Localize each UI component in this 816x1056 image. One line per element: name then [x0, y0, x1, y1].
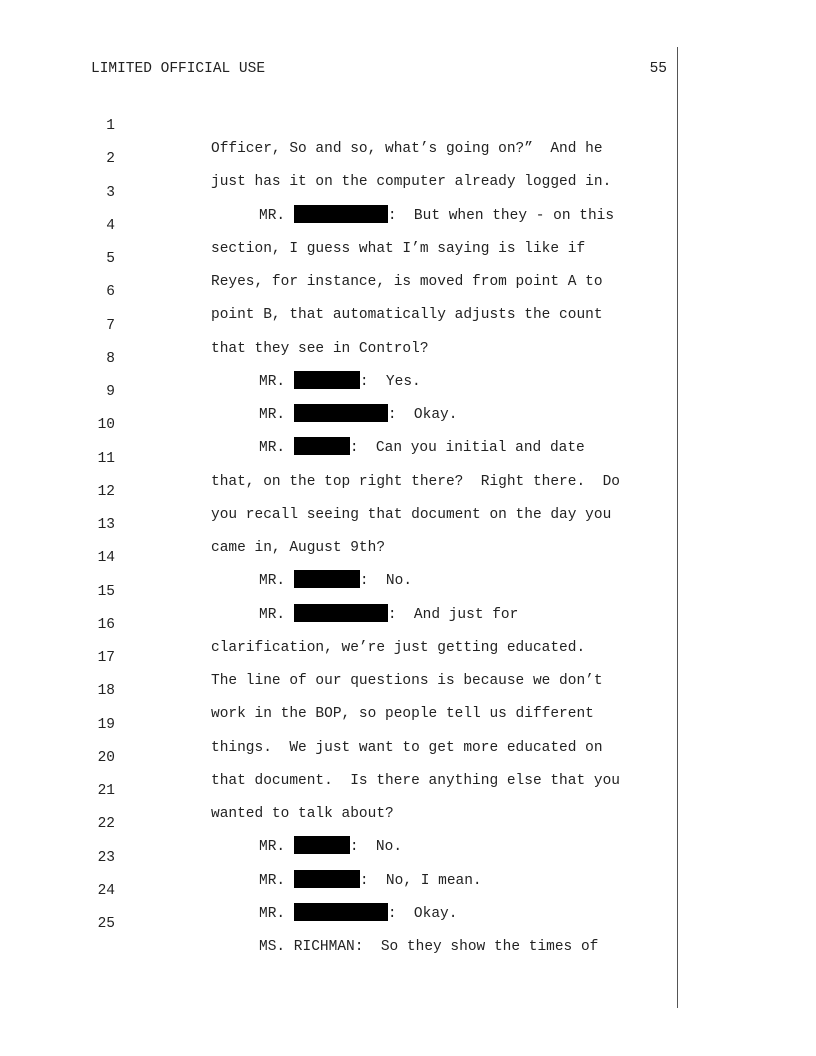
line-number: 7 — [106, 317, 115, 334]
transcript-line — [0, 691, 676, 756]
line-number: 15 — [97, 583, 115, 600]
line-number: 10 — [97, 417, 115, 434]
line-text: came in, August 9th? — [211, 540, 386, 556]
line-number: 16 — [97, 616, 115, 633]
line-text: that, on the top right there? Right there. Do — [211, 473, 620, 490]
transcript-line — [0, 790, 676, 856]
transcript-line — [0, 657, 676, 723]
transcript-line — [0, 857, 676, 922]
transcript-line — [0, 558, 676, 623]
transcript-line — [0, 824, 676, 889]
line-number: 25 — [97, 916, 115, 932]
speaker-title: MR. — [259, 407, 286, 423]
transcript-line — [0, 225, 676, 290]
line-number: 12 — [97, 483, 115, 500]
line-number: 11 — [97, 450, 115, 467]
line-text: point B, that automatically adjusts the count — [211, 307, 603, 324]
margin-rule — [677, 47, 678, 1008]
transcript-line — [0, 425, 676, 490]
transcript-line — [0, 192, 676, 257]
line-number: 9 — [106, 384, 115, 400]
transcript-line — [0, 524, 676, 590]
line-number: 13 — [97, 517, 115, 533]
transcript-line — [0, 458, 676, 523]
transcript-line — [0, 159, 676, 224]
transcript-line — [0, 491, 676, 556]
line-text: The line of our questions is because we don’t — [211, 673, 603, 689]
transcript-line — [0, 292, 676, 357]
line-number: 20 — [97, 749, 115, 766]
line-number: 2 — [106, 151, 115, 168]
speaker-title: MR. — [259, 440, 286, 457]
transcript-line — [0, 391, 676, 457]
line-text: : No. — [359, 573, 413, 590]
line-text: : No, I mean. — [359, 872, 482, 889]
line-text: work in the BOP, so people tell us different — [211, 706, 594, 723]
line-text: Officer, So and so, what’s going on?” And he — [211, 141, 603, 157]
line-number: 24 — [97, 882, 115, 899]
line-text: : And just for — [387, 606, 519, 623]
line-text: : Okay. — [387, 905, 458, 922]
line-number: 19 — [97, 716, 115, 733]
line-text: MS. RICHMAN: So they show the times of — [259, 939, 599, 955]
line-text: : Can you initial and date — [349, 440, 585, 457]
line-number: 22 — [97, 816, 115, 833]
line-number: 18 — [97, 683, 115, 700]
line-number: 1 — [106, 118, 115, 134]
line-number: 8 — [106, 350, 115, 367]
transcript-line — [0, 890, 676, 955]
page-number: 55 — [649, 61, 667, 77]
transcript-line — [0, 624, 676, 689]
line-text: you recall seeing that document on the day you — [211, 506, 612, 523]
speaker-title: MR. — [259, 373, 286, 390]
line-text: Reyes, for instance, is moved from point A to — [211, 274, 603, 290]
line-number: 6 — [106, 284, 115, 301]
speaker-title: MR. — [259, 839, 286, 856]
transcript-line — [0, 92, 676, 157]
line-text: : Yes. — [359, 373, 421, 390]
line-text: clarification, we’re just getting educated. — [211, 639, 586, 656]
transcript-line — [0, 724, 676, 789]
line-number: 23 — [97, 849, 115, 866]
transcript-line — [0, 125, 676, 191]
line-number: 17 — [97, 650, 115, 666]
speaker-title: MR. — [259, 573, 286, 590]
line-text: wanted to talk about? — [211, 806, 394, 822]
transcript-line — [0, 258, 676, 324]
line-number: 14 — [97, 550, 115, 567]
speaker-title: MR. — [259, 905, 286, 922]
speaker-title: MR. — [259, 207, 286, 224]
transcript-line — [0, 757, 676, 822]
line-number: 5 — [106, 251, 115, 267]
line-number: 4 — [106, 217, 115, 234]
line-number: 21 — [97, 783, 115, 799]
speaker-title: MR. — [259, 606, 286, 623]
line-text: that they see in Control? — [211, 340, 429, 357]
line-text: just has it on the computer already logged in. — [211, 174, 612, 191]
header-classification: LIMITED OFFICIAL USE — [91, 61, 266, 77]
line-number: 3 — [106, 184, 115, 201]
line-text: things. We just want to get more educated on — [211, 739, 603, 756]
transcript-lines — [0, 92, 676, 955]
transcript-line — [0, 591, 676, 656]
speaker-title: MR. — [259, 872, 286, 889]
transcript-line — [0, 358, 676, 423]
line-text: section, I guess what I’m saying is like if — [211, 240, 586, 257]
line-text: : But when they - on this — [387, 207, 615, 224]
line-text: : No. — [349, 839, 403, 856]
line-text: that document. Is there anything else that you — [211, 772, 620, 789]
transcript-line — [0, 325, 676, 390]
line-text: : Okay. — [387, 407, 458, 423]
